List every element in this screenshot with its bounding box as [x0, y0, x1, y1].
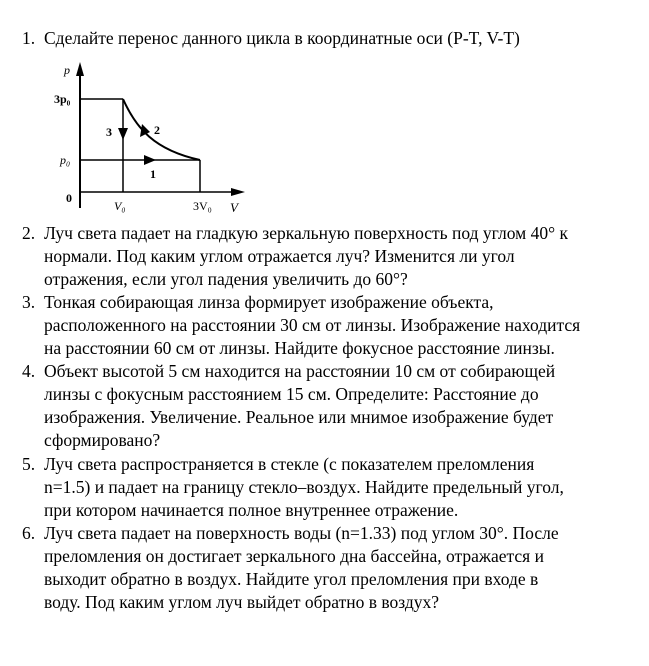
problem-number: 4.	[22, 361, 36, 381]
text-line: выходит обратно в воздух. Найдите угол преломления при входе в	[44, 569, 539, 589]
text-line: Объект высотой 5 см находится на расстоянии 10 см от собирающей	[44, 361, 556, 381]
text-line: изображения. Увеличение. Реальное или мнимое изображение будет	[44, 407, 554, 427]
text-line: Луч света распространяется в стекле (с показателем преломления	[44, 454, 535, 474]
pv-cycle-diagram	[50, 58, 260, 218]
y-axis-arrow	[76, 62, 84, 76]
text-line: n=1.5) и падает на границу стекло–воздух. Найдите предельный угол,	[44, 477, 564, 497]
problem-number: 3.	[22, 292, 36, 312]
text-line: Тонкая собирающая линза формирует изображение объекта,	[44, 292, 494, 312]
x-axis-arrow	[231, 188, 245, 196]
text-line: нормали. Под каким углом отражается луч? Изменится ли угол	[44, 246, 515, 266]
text-line: Луч света падает на поверхность воды (n=1.33) под углом 30°. После	[44, 523, 559, 543]
text-line: отражения, если угол падения увеличить до 60°?	[44, 269, 408, 289]
v-low-label: V₀	[114, 199, 126, 213]
problem-text	[44, 222, 639, 291]
v-high-label: 3V₀	[193, 199, 212, 213]
process-label-1: 1	[150, 167, 156, 181]
p-low-label: p₀	[60, 153, 71, 167]
text-line: на расстоянии 60 см от линзы. Найдите фокусное расстояние линзы.	[44, 338, 555, 358]
problem-text	[44, 453, 639, 522]
text-line: Сделайте перенос данного цикла в координатные оси (P-T, V-T)	[44, 28, 520, 48]
process-1-arrow	[144, 155, 156, 165]
problem-text	[44, 27, 639, 50]
text-line: при котором начинается полное внутреннее отражение.	[44, 500, 459, 520]
text-line: сформировано?	[44, 430, 161, 450]
text-line: расположенного на расстоянии 30 см от линзы. Изображение находится	[44, 315, 581, 335]
problem-number: 5.	[22, 454, 36, 474]
origin-label: 0	[66, 191, 72, 205]
p-high-label: 3p₀	[54, 92, 71, 106]
process-label-2: 2	[154, 123, 160, 137]
process-2-curve	[123, 99, 200, 160]
text-line: воду. Под каким углом луч выйдет обратно в воздух?	[44, 592, 440, 612]
problem-text	[44, 522, 639, 614]
y-axis-label: p	[64, 63, 70, 77]
problem-number: 1.	[22, 28, 36, 48]
problem-text	[44, 291, 639, 360]
process-label-3: 3	[106, 125, 112, 139]
process-3-arrow	[118, 128, 128, 140]
text-line: Луч света падает на гладкую зеркальную поверхность под углом 40° к	[44, 223, 568, 243]
text-line: преломления он достигает зеркального дна бассейна, отражается и	[44, 546, 544, 566]
problem-text	[44, 360, 639, 452]
problem-number: 2.	[22, 223, 36, 243]
x-axis-label: V	[230, 200, 238, 215]
problem-number: 6.	[22, 523, 36, 543]
text-line: линзы с фокусным расстоянием 15 см. Определите: Расстояние до	[44, 384, 539, 404]
